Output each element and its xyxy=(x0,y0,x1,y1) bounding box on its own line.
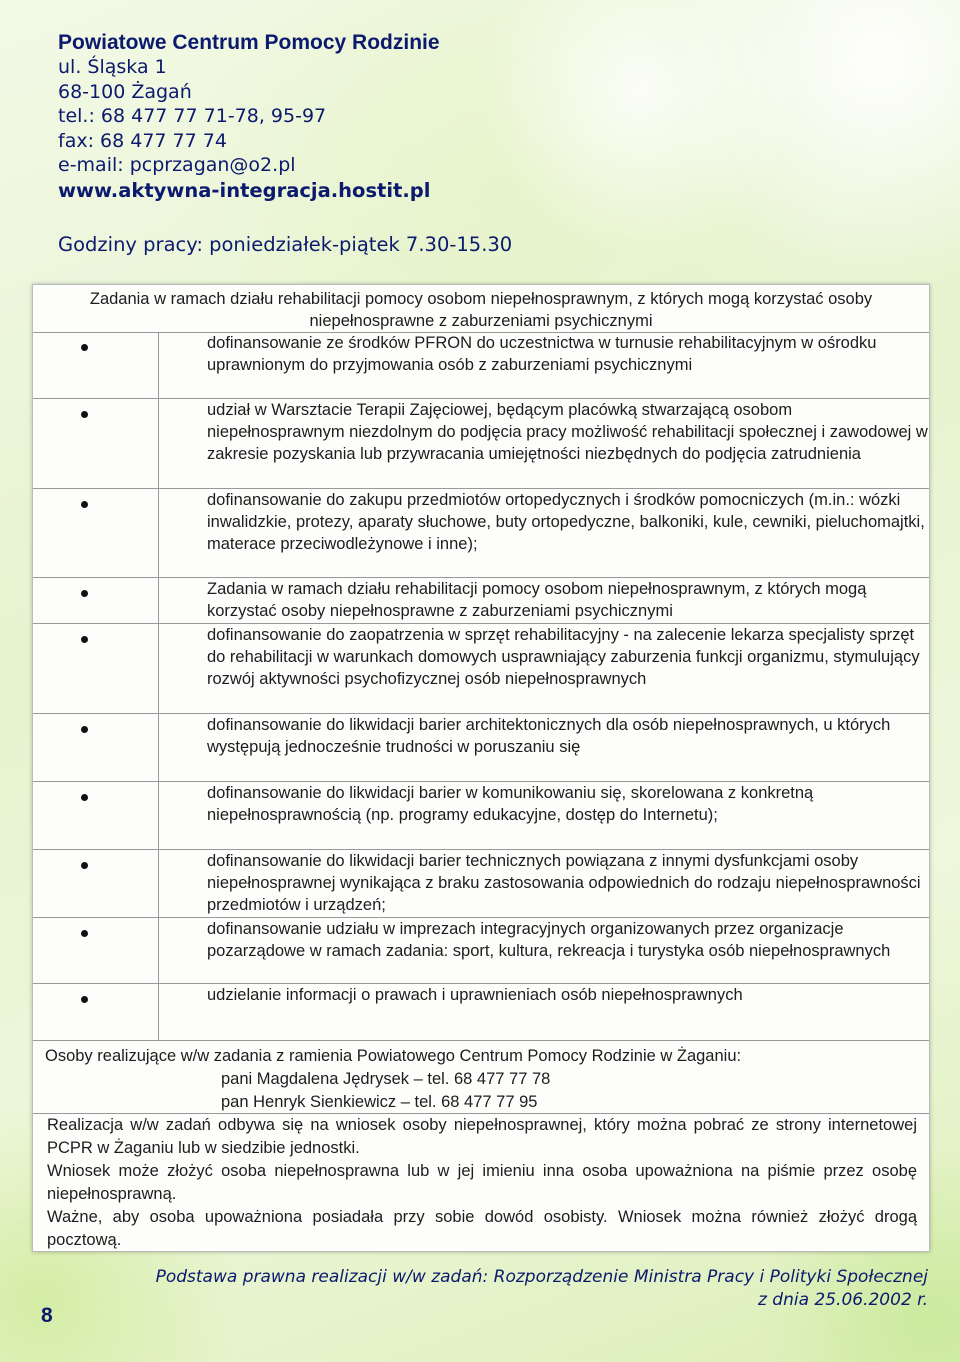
table-row xyxy=(33,713,929,781)
bullet-icon xyxy=(81,862,88,869)
page-number: 8 xyxy=(41,1304,53,1327)
table-row xyxy=(33,398,929,488)
phone: tel.: 68 477 77 71-78, 95-97 xyxy=(58,105,327,127)
document-title: Zadania w ramach działu rehabilitacji pomocy osobom niepełnosprawnym, z których mogą korzystać osoby niepełnosprawne z zaburzeniami psychicznymi xyxy=(89,290,873,330)
bullet-icon xyxy=(81,794,88,801)
legal-basis-note xyxy=(156,1266,928,1312)
application-notes xyxy=(33,1114,917,1252)
note-text: Realizacja w/w zadań odbywa się na wniosek osoby niepełnosprawnej, który można pobrać ze strony internetowej PCPR w Żaganiu lub w siedzibie jednostki. xyxy=(47,1116,917,1157)
task-text: Zadania w ramach działu rehabilitacji pomocy osobom niepełnosprawnym, z których mogą korzystać osoby niepełnosprawne z zaburzeniami psychicznymi xyxy=(159,577,930,623)
bullet-icon xyxy=(81,996,88,1003)
task-text: dofinansowanie do likwidacji barier w komunikowaniu się, skorelowana z konkretną niepełnosprawnością (np. programy edukacyjne, dostęp do Internetu); xyxy=(159,781,930,849)
legal-basis: Podstawa prawna realizacji w/w zadań: Rozporządzenie Ministra Pracy i Polityki Społecznej xyxy=(155,1267,928,1287)
table-row xyxy=(33,332,929,398)
city: 68-100 Żagań xyxy=(58,80,192,103)
task-text: udzielanie informacji o prawach i uprawnieniach osób niepełnosprawnych xyxy=(159,983,930,1040)
bullet-icon xyxy=(81,411,88,418)
scanned-document xyxy=(32,284,930,1252)
task-text: dofinansowanie do zakupu przedmiotów ortopedycznych i środków pomocniczych (m.in.: wózki inwalidzkie, protezy, aparaty słuchowe, buty ortopedyczne, balkoniki, kule, cewniki, pieluchomajtki, materace przeciwodleżynowe i inne); xyxy=(159,488,930,577)
document-title-cell xyxy=(33,285,929,333)
website-link[interactable]: www.aktywna-integracja.hostit.pl xyxy=(58,178,431,202)
table-row xyxy=(33,917,929,983)
legal-date: z dnia 25.06.2002 r. xyxy=(757,1290,928,1310)
task-text: dofinansowanie do likwidacji barier architektonicznych dla osób niepełnosprawnych, u których występują jednocześnie trudności w poruszaniu się xyxy=(159,713,930,781)
person-contact: pani Magdalena Jędrysek – tel. 68 477 77 78 xyxy=(221,1070,551,1088)
task-text: udział w Warsztacie Terapii Zajęciowej, będącym placówką stwarzającą osobom niepełnosprawnym niezdolnym do podjęcia pracy możliwość rehabilitacji społecznej i zawodowej w zakresie pozyskania lub przywracania umiejętności niezbędnych do podjęcia zatrudnienia xyxy=(159,398,930,488)
responsible-persons xyxy=(33,1042,929,1114)
org-name: Powiatowe Centrum Pomocy Rodzinie xyxy=(58,31,440,54)
table-row xyxy=(33,577,929,623)
persons-lead: Osoby realizujące w/w zadania z ramienia Powiatowego Centrum Pomocy Rodzinie w Żaganiu: xyxy=(45,1047,742,1065)
tasks-table xyxy=(33,332,929,1041)
task-text: dofinansowanie do likwidacji barier technicznych powiązana z innymi dysfunkcjami osoby niepełnosprawnej wynikająca z braku zastosowania odpowiednich do rodzaju niepełnosprawności przedmiotów i urządzeń; xyxy=(159,849,930,917)
task-text: dofinansowanie ze środków PFRON do uczestnictwa w turnusie rehabilitacyjnym w ośrodku uprawnionym do przyjmowania osób z zaburzeniami psychicznymi xyxy=(159,332,930,398)
table-row xyxy=(33,623,929,713)
bullet-icon xyxy=(81,636,88,643)
table-row xyxy=(33,781,929,849)
note-text: Ważne, aby osoba upoważniona posiadała przy sobie dowód osobisty. Wniosek można również złożyć drogą pocztową. xyxy=(47,1208,917,1249)
bullet-icon xyxy=(81,501,88,508)
email: e-mail: pcprzagan@o2.pl xyxy=(58,154,296,176)
task-text: dofinansowanie udziału w imprezach integracyjnych organizowanych przez organizacje pozarządowe w ramach zadania: sport, kultura, rekreacja i turystyka osób niepełnosprawnych xyxy=(159,917,930,983)
note-text: Wniosek może złożyć osoba niepełnosprawna lub w jej imieniu inna osoba upoważniona na piśmie przez osobę niepełnosprawną. xyxy=(47,1162,917,1203)
bullet-icon xyxy=(81,344,88,351)
task-text: dofinansowanie do zaopatrzenia w sprzęt rehabilitacyjny - na zalecenie lekarza specjalisty sprzęt do rehabilitacji w warunkach domowych usprawniający zaburzenia funkcji organizmu, stymulujący rozwój aktywności psychofizycznej osób niepełnosprawnych xyxy=(159,623,930,713)
bullet-icon xyxy=(81,590,88,597)
table-row xyxy=(33,488,929,577)
person-contact: pan Henryk Sienkiewicz – tel. 68 477 77 95 xyxy=(221,1093,538,1111)
office-hours: Godziny pracy: poniedziałek-piątek 7.30-15.30 xyxy=(58,233,513,256)
contact-header xyxy=(58,30,440,204)
bullet-icon xyxy=(81,930,88,937)
street: ul. Śląska 1 xyxy=(58,56,167,78)
fax: fax: 68 477 77 74 xyxy=(58,129,227,152)
table-row xyxy=(33,849,929,917)
table-row xyxy=(33,983,929,1040)
bullet-icon xyxy=(81,726,88,733)
